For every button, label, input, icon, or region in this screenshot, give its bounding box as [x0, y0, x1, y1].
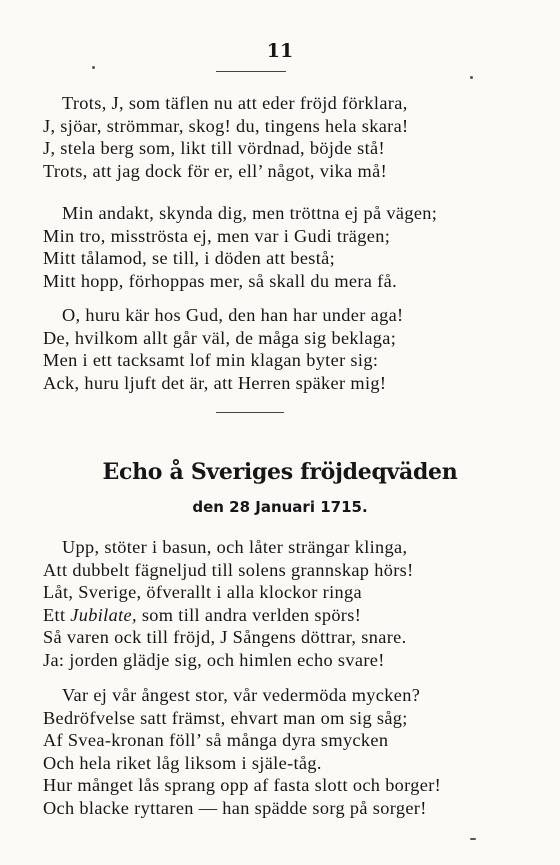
print-speck [470, 76, 473, 79]
stanza-2 [0, 202, 560, 292]
header-rule [216, 71, 286, 72]
verse-line: J, sjöar, strömmar, skog! du, tingens hela skara! [43, 115, 409, 136]
verse-line: Bedröfvelse satt främst, ehvart man om sig såg; [43, 707, 408, 728]
print-speck [92, 66, 95, 69]
poem-date: den 28 Januari 1715. [192, 498, 368, 516]
print-speck [470, 838, 476, 840]
stanza-4 [0, 536, 560, 671]
verse-line: Trots, J, som täflen nu att eder fröjd förklara, [62, 93, 408, 113]
verse-line: Upp, stöter i basun, och låter strängar klinga, [62, 537, 408, 557]
stanza-3 [0, 304, 560, 394]
verse-line: Men i ett tacksamt lof min klagan byter sig: [43, 350, 379, 370]
verse-line: Min andakt, skynda dig, men tröttna ej på vägen; [62, 203, 438, 223]
verse-line [0, 604, 560, 627]
stanza-5 [0, 684, 560, 819]
verse-line: Hur månget lås sprang opp af fasta slott och borger! [43, 775, 442, 795]
verse-line: Af Svea-kronan föll’ så många dyra smycken [43, 730, 389, 750]
verse-line: Så varen ock till fröjd, J Sångens döttrar, snare. [43, 627, 407, 647]
verse-line: Min tro, misströsta ej, men var i Gudi trägen; [43, 225, 391, 246]
verse-line: J, stela berg som, likt till vördnad, böjde stå! [43, 138, 385, 158]
verse-line-start: Ett [43, 604, 71, 625]
verse-line: O, huru kär hos Gud, den han har under aga! [62, 305, 404, 325]
page-number: 11 [266, 40, 294, 62]
poem-title: Echo å Sveriges fröjdeqväden [102, 459, 458, 485]
italic-word: Jubilate, [70, 604, 137, 625]
verse-line: Att dubbelt fägneljud till solens grannskap hörs! [43, 559, 414, 580]
verse-line: Ja: jorden glädje sig, och himlen echo svare! [43, 649, 385, 670]
verse-line: Mitt hopp, förhoppas mer, så skall du mera få. [43, 270, 397, 291]
verse-line: Och hela riket låg liksom i själe-tåg. [43, 752, 322, 773]
verse-line: Mitt tålamod, se till, i döden att bestå; [43, 248, 336, 268]
verse-line: Var ej vår ångest stor, vår vedermöda mycken? [62, 685, 421, 705]
section-divider [216, 412, 284, 413]
verse-line: Låt, Sverige, öfverallt i alla klockor ringa [43, 582, 362, 602]
verse-line: Trots, att jag dock för er, ell’ något, vika må! [43, 160, 388, 181]
verse-line-end: som till andra verlden spörs! [136, 604, 362, 625]
verse-line: De, hvilkom allt går väl, de måga sig beklaga; [43, 327, 397, 348]
verse-line: Och blacke ryttaren — han spädde sorg på sorger! [43, 797, 427, 818]
verse-line: Ack, huru ljuft det är, att Herren späker mig! [43, 372, 387, 393]
stanza-1 [0, 92, 560, 182]
